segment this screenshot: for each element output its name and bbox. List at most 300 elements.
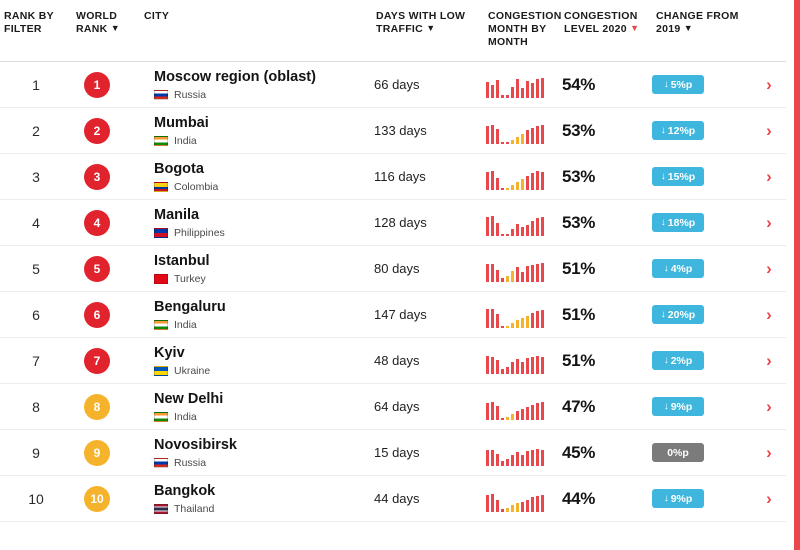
sparkline-bar [486,264,489,282]
cell-change-from-2019 [652,108,752,154]
city-name: Bogota [154,161,204,178]
cell-days-with-low-traffic: 66 days [372,62,484,108]
sparkline-bar [501,278,504,282]
flag-icon [154,412,168,422]
city-name: Kyiv [154,345,185,362]
table-body [0,62,786,522]
change-badge [652,167,704,186]
cell-details[interactable] [752,338,786,384]
monthly-sparkline [484,256,560,282]
world-rank-badge: 3 [84,164,110,190]
sparkline-bar [486,172,489,190]
sparkline-bar [506,95,509,98]
country-name: Turkey [174,272,206,285]
monthly-sparkline [484,72,560,98]
world-rank-badge: 9 [84,440,110,466]
cell-congestion-month-by-month [484,108,560,154]
sort-caret-icon[interactable]: ▼ [110,23,120,34]
sparkline-bar [531,357,534,374]
column-header-days-with-low-traffic[interactable] [372,0,484,62]
sparkline-bar [501,509,504,512]
country-row [154,273,372,285]
header-line-2: TRAFFIC [376,23,424,36]
sparkline-bar [531,497,534,512]
sparkline-bar [521,88,524,98]
table-row[interactable] [0,384,786,430]
arrow-down-icon: ↓ [660,217,666,229]
flag-icon [154,274,168,284]
sparkline-bar [496,406,499,420]
monthly-sparkline [484,440,560,466]
cell-details[interactable] [752,430,786,476]
cell-rank-by-filter: 3 [0,154,72,200]
cell-congestion-level-2020: 53% [560,154,652,200]
sparkline-bar [506,276,509,282]
sparkline-bar [491,264,494,282]
change-value: 0%p [667,446,689,459]
sparkline-bar [496,178,499,190]
cell-rank-by-filter: 6 [0,292,72,338]
sparkline-bar [541,450,544,466]
cell-congestion-level-2020: 53% [560,108,652,154]
world-rank-badge: 1 [84,72,110,98]
sparkline-bar [506,417,509,420]
cell-days-with-low-traffic: 15 days [372,430,484,476]
cell-details[interactable] [752,476,786,522]
table-row[interactable] [0,62,786,108]
cell-rank-by-filter: 8 [0,384,72,430]
change-value: 9%p [670,400,693,413]
sparkline-bar [536,403,539,420]
change-badge [652,259,704,278]
header-line-1: RANK BY [4,10,54,22]
flag-icon [154,366,168,376]
chevron-right-icon[interactable]: › [766,75,772,95]
change-badge [652,75,704,94]
table-row[interactable] [0,108,786,154]
monthly-sparkline [484,210,560,236]
sparkline-bar [486,450,489,466]
cell-congestion-month-by-month [484,246,560,292]
cell-change-from-2019 [652,476,752,522]
country-name: Philippines [174,226,225,239]
sparkline-bar [486,217,489,236]
sparkline-bar [516,182,519,190]
table-header [0,0,786,62]
sparkline-bar [521,272,524,282]
sparkline-bar [531,265,534,282]
header-row [0,0,786,62]
arrow-down-icon: ↓ [663,401,669,413]
sparkline-bar [506,367,509,374]
flag-icon [154,228,168,238]
country-name: India [174,410,197,423]
sparkline-bar [531,128,534,144]
sparkline-bar [536,171,539,190]
sparkline-bar [531,173,534,190]
cell-world-rank [72,246,140,292]
city-name: Moscow region (oblast) [154,69,316,86]
header-line-2: LEVEL 2020 [564,23,627,36]
country-name: Ukraine [174,364,211,377]
column-header-congestion-month-by-month[interactable] [484,0,560,62]
change-value: 15%p [667,170,696,183]
sparkline-bar [491,216,494,236]
cell-change-from-2019 [652,430,752,476]
cell-city[interactable] [140,292,372,338]
sparkline-bar [521,362,524,374]
sparkline-bar [491,309,494,328]
arrow-down-icon: ↓ [660,125,666,137]
sparkline-bar [511,455,514,466]
flag-icon [154,504,168,514]
table-row[interactable] [0,430,786,476]
cell-congestion-month-by-month [484,384,560,430]
sparkline-bar [501,95,504,98]
sparkline-bar [496,454,499,466]
sparkline-bar [516,411,519,420]
cell-days-with-low-traffic: 116 days [372,154,484,200]
chevron-right-icon[interactable]: › [766,489,772,509]
cell-world-rank [72,154,140,200]
sparkline-bar [511,185,514,190]
header-line-2: MONTH BY [488,23,547,36]
sparkline-bar [506,234,509,236]
sparkline-bar [531,450,534,466]
sparkline-bar [521,179,524,190]
flag-icon [154,136,168,146]
sparkline-bar [531,313,534,328]
chevron-right-icon[interactable]: › [766,121,772,141]
header-line-1: CHANGE FROM [656,10,739,22]
sparkline-bar [501,461,504,466]
header-line-1: CONGESTION [564,10,638,22]
cell-details[interactable] [752,154,786,200]
world-rank-badge: 10 [84,486,110,512]
sparkline-bar [486,403,489,420]
sparkline-bar [511,271,514,282]
cell-congestion-level-2020: 51% [560,338,652,384]
cell-details[interactable] [752,246,786,292]
header-line-2: 2019 [656,23,681,36]
sparkline-bar [536,311,539,328]
chevron-right-icon[interactable]: › [766,305,772,325]
chevron-right-icon[interactable]: › [766,443,772,463]
sparkline-bar [536,496,539,512]
cell-congestion-level-2020: 54% [560,62,652,108]
sparkline-bar [491,125,494,144]
cell-rank-by-filter: 2 [0,108,72,154]
column-header-city[interactable] [140,0,372,62]
cell-world-rank [72,476,140,522]
sparkline-bar [526,407,529,420]
cell-congestion-level-2020: 47% [560,384,652,430]
column-header-details [752,0,786,62]
sort-caret-icon[interactable]: ▼ [683,23,693,34]
cell-congestion-month-by-month [484,292,560,338]
sparkline-bar [511,229,514,236]
flag-icon [154,90,168,100]
cell-city[interactable] [140,430,372,476]
cell-congestion-month-by-month [484,154,560,200]
change-badge [652,121,704,140]
cell-congestion-month-by-month [484,200,560,246]
sort-caret-icon[interactable]: ▼ [426,23,436,34]
sparkline-bar [516,79,519,98]
cell-details[interactable] [752,62,786,108]
sparkline-bar [496,129,499,144]
country-row [154,411,372,423]
cell-city[interactable] [140,246,372,292]
sparkline-bar [541,402,544,420]
cell-details[interactable] [752,108,786,154]
sparkline-bar [486,356,489,374]
country-row [154,227,372,239]
chevron-right-icon[interactable]: › [766,213,772,233]
city-name: Bengaluru [154,299,226,316]
sparkline-bar [521,409,524,420]
chevron-right-icon[interactable]: › [766,351,772,371]
sparkline-bar [541,357,544,374]
sparkline-bar [491,357,494,374]
world-rank-badge: 4 [84,210,110,236]
column-header-world-rank[interactable] [72,0,140,62]
country-row [154,457,372,469]
sparkline-bar [486,309,489,328]
cell-world-rank [72,292,140,338]
sparkline-bar [521,318,524,328]
table-row[interactable] [0,292,786,338]
cell-city[interactable] [140,476,372,522]
sparkline-bar [501,188,504,190]
change-value: 2%p [670,354,693,367]
sparkline-bar [486,495,489,512]
cell-rank-by-filter: 4 [0,200,72,246]
cell-congestion-month-by-month [484,62,560,108]
sparkline-bar [501,418,504,420]
sparkline-bar [516,320,519,328]
sparkline-bar [511,414,514,420]
cell-world-rank [72,108,140,154]
sparkline-bar [526,358,529,374]
cell-congestion-level-2020: 53% [560,200,652,246]
header-line-3: MONTH [488,36,528,49]
arrow-down-icon: ↓ [663,493,669,505]
monthly-sparkline [484,164,560,190]
world-rank-badge: 6 [84,302,110,328]
sparkline-bar [536,356,539,374]
country-name: Russia [174,456,207,469]
sparkline-bar [506,508,509,512]
table-row[interactable] [0,246,786,292]
table-row[interactable] [0,154,786,200]
change-badge [652,305,704,324]
monthly-sparkline [484,394,560,420]
sparkline-bar [491,450,494,466]
arrow-down-icon: ↓ [663,355,669,367]
cell-days-with-low-traffic: 133 days [372,108,484,154]
city-name: Istanbul [154,253,210,270]
sparkline-bar [536,264,539,282]
sparkline-bar [501,369,504,374]
country-name: Russia [174,88,207,101]
sparkline-bar [506,459,509,466]
cell-congestion-level-2020: 44% [560,476,652,522]
country-row [154,135,372,147]
cell-details[interactable] [752,200,786,246]
sparkline-bar [486,82,489,98]
city-name: New Delhi [154,391,224,408]
sparkline-bar [526,266,529,282]
city-name: Manila [154,207,200,224]
sparkline-bar [511,362,514,374]
column-header-rank-by-filter[interactable] [0,0,72,62]
sparkline-bar [521,134,524,144]
cell-congestion-level-2020: 51% [560,246,652,292]
cell-world-rank [72,384,140,430]
world-rank-badge: 8 [84,394,110,420]
table-row[interactable] [0,200,786,246]
cell-world-rank [72,338,140,384]
monthly-sparkline [484,118,560,144]
cell-details[interactable] [752,292,786,338]
sparkline-bar [501,234,504,236]
header-line-1: CONGESTION [488,10,562,22]
cell-rank-by-filter: 7 [0,338,72,384]
cell-world-rank [72,62,140,108]
sparkline-bar [526,81,529,98]
sort-caret-icon[interactable]: ▼ [630,23,640,34]
change-badge [652,489,704,508]
cell-days-with-low-traffic: 44 days [372,476,484,522]
sparkline-bar [511,323,514,328]
cell-days-with-low-traffic: 80 days [372,246,484,292]
cell-city[interactable] [140,108,372,154]
cell-city[interactable] [140,384,372,430]
sparkline-bar [501,326,504,328]
cell-details[interactable] [752,384,786,430]
cell-world-rank [72,200,140,246]
cell-rank-by-filter: 9 [0,430,72,476]
sparkline-bar [516,503,519,512]
cell-congestion-month-by-month [484,430,560,476]
sparkline-bar [526,500,529,512]
sparkline-bar [541,217,544,236]
sparkline-bar [541,495,544,512]
country-row [154,503,372,515]
sparkline-bar [491,171,494,190]
table-row[interactable] [0,476,786,522]
arrow-down-icon: ↓ [663,79,669,91]
sparkline-bar [536,126,539,144]
sparkline-bar [521,227,524,236]
country-name: India [174,318,197,331]
cell-city[interactable] [140,154,372,200]
cell-city[interactable] [140,338,372,384]
flag-icon [154,182,168,192]
cell-congestion-month-by-month [484,476,560,522]
country-name: Thailand [174,502,215,515]
change-value: 18%p [667,216,696,229]
sparkline-bar [526,316,529,328]
monthly-sparkline [484,348,560,374]
sparkline-bar [526,130,529,144]
country-row [154,319,372,331]
column-header-congestion-level-2020[interactable] [560,0,652,62]
cell-change-from-2019 [652,154,752,200]
header-line-2: FILTER [4,23,42,36]
cell-congestion-level-2020: 51% [560,292,652,338]
right-edge-strip [794,0,800,550]
cell-change-from-2019 [652,62,752,108]
world-rank-badge: 7 [84,348,110,374]
cell-congestion-level-2020: 45% [560,430,652,476]
header-line-1: DAYS WITH LOW [376,10,466,22]
country-name: Colombia [174,180,219,193]
arrow-down-icon: ↓ [660,309,666,321]
country-row [154,181,372,193]
chevron-right-icon[interactable]: › [766,259,772,279]
sparkline-bar [531,405,534,420]
country-name: India [174,134,197,147]
change-value: 20%p [667,308,696,321]
header-line-2: RANK [76,23,108,36]
sparkline-bar [496,500,499,512]
cell-rank-by-filter: 5 [0,246,72,292]
flag-icon [154,458,168,468]
cell-days-with-low-traffic: 64 days [372,384,484,430]
cell-city[interactable] [140,62,372,108]
sparkline-bar [491,402,494,420]
sparkline-bar [511,505,514,512]
sparkline-bar [541,310,544,328]
sparkline-bar [491,494,494,512]
change-badge [652,213,704,232]
country-row [154,365,372,377]
arrow-down-icon: ↓ [660,171,666,183]
change-value: 5%p [670,78,693,91]
monthly-sparkline [484,302,560,328]
monthly-sparkline [484,486,560,512]
world-rank-badge: 2 [84,118,110,144]
country-row [154,89,372,101]
sparkline-bar [511,140,514,144]
cell-change-from-2019 [652,246,752,292]
column-header-change-from-2019[interactable] [652,0,752,62]
change-value: 12%p [667,124,696,137]
cell-change-from-2019 [652,292,752,338]
sparkline-bar [521,455,524,466]
header-line-1: WORLD [76,10,118,22]
sparkline-bar [531,221,534,236]
flag-icon [154,320,168,330]
cell-rank-by-filter: 10 [0,476,72,522]
change-value: 4%p [670,262,693,275]
change-value: 9%p [670,492,693,505]
sparkline-bar [526,225,529,236]
sparkline-bar [496,360,499,374]
table-row[interactable] [0,338,786,384]
chevron-right-icon[interactable]: › [766,397,772,417]
chevron-right-icon[interactable]: › [766,167,772,187]
sparkline-bar [486,126,489,144]
cell-city[interactable] [140,200,372,246]
cell-days-with-low-traffic: 147 days [372,292,484,338]
sparkline-bar [536,449,539,466]
sparkline-bar [521,502,524,512]
sparkline-bar [516,224,519,236]
sparkline-bar [491,85,494,98]
